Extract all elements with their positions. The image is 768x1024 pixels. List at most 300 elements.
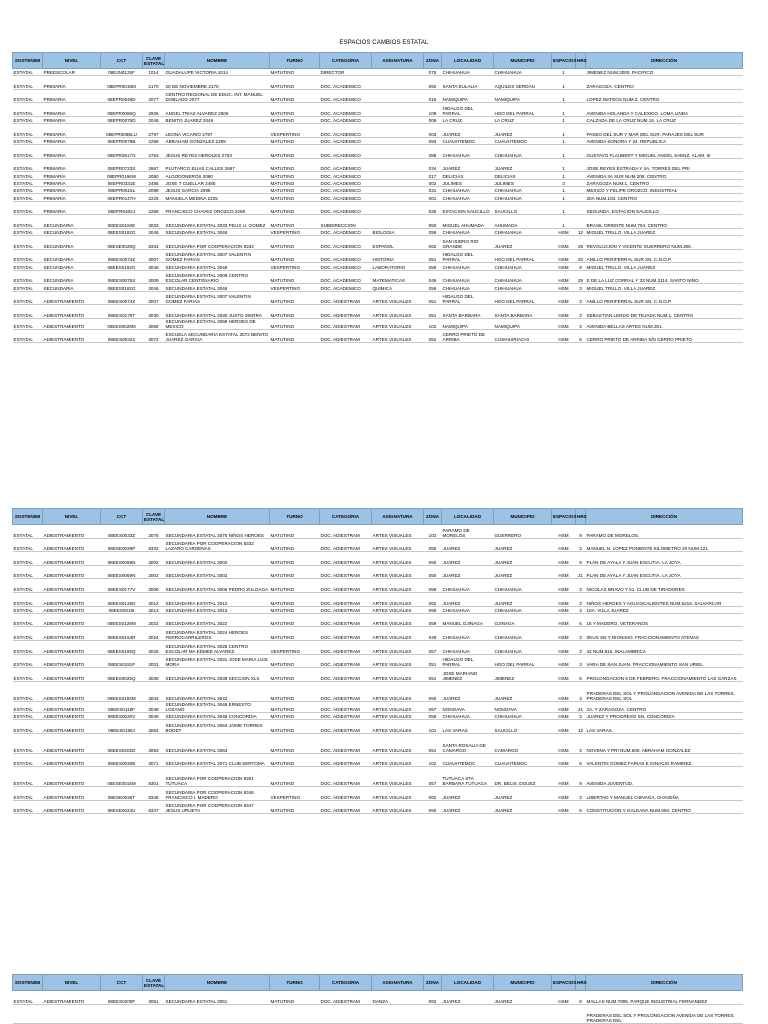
col-direccion-header: DIRECCIÓN: [586, 975, 743, 991]
col-asignatura-cell: ARTES VISUALES: [372, 668, 424, 682]
table-row: [13, 579, 743, 593]
col-zona-cell: 057: [424, 701, 442, 712]
col-hrs-cell: [576, 179, 586, 186]
col-municipio-cell: CHIHUAHUA: [494, 712, 552, 719]
col-nombre-cell: SECUNDARIA POR COOPERACION 8347 JESUS URUETA: [165, 800, 270, 814]
spaces-table-1: [12, 52, 743, 343]
col-hrs-cell: 3: [576, 284, 586, 291]
col-nombre-cell: CENTRO REGIONAL DE EDUC. INT. MANUEL DOBLADO 2077: [165, 89, 270, 103]
col-cct-cell: 08EPR0147H: [101, 194, 143, 201]
col-asignatura-header: ASIGNATURA: [372, 53, 424, 69]
col-asignatura-cell: HISTORIA: [372, 249, 424, 263]
col-zona-cell: 051: [424, 291, 442, 305]
col-direccion-cell: VARA DE SAN JUAN. FRACCIONAMIENTO SAN URIEL: [586, 654, 743, 668]
col-cct-cell: 08EES0179T: [101, 305, 143, 319]
col-cct-cell: 08EES0118F: [101, 701, 143, 712]
col-nombre-cell: SECUNDARIA ESTATAL 3024 HEROES FERROCARRILEROS: [165, 627, 270, 641]
col-cct-cell: 08EES0184E: [101, 215, 143, 229]
header-row: [13, 509, 743, 525]
col-nombre-cell: SECUNDARIA ESTATAL 3042: [165, 681, 270, 701]
col-sostenimiento-cell: ESTATAL: [13, 525, 43, 539]
col-turno-cell: [270, 1004, 320, 1024]
col-cct-cell: 08EJN0125F: [101, 69, 143, 76]
col-sostenimiento-cell: ESTATAL: [13, 145, 43, 159]
table-row: [13, 89, 743, 103]
col-zona-cell: 092: [424, 76, 442, 90]
col-asignatura-cell: ARTES VISUALES: [372, 627, 424, 641]
table-row: [13, 158, 743, 172]
col-municipio-header: MUNICIPIO: [494, 975, 552, 991]
col-zona-cell: 049: [424, 627, 442, 641]
col-nivel-cell: ADIESTRAMIENTO: [43, 305, 101, 319]
col-nivel-cell: SECUNDARIA: [43, 263, 101, 270]
col-asignatura-cell: [372, 117, 424, 124]
col-municipio-cell: GUERRERO: [494, 525, 552, 539]
col-direccion-cell: PASEO DEL SUR Y MAR DEL SUR. PARAJES DEL SUR: [586, 124, 743, 138]
col-espacios-cell: 1: [552, 172, 576, 179]
col-asignatura-cell: ARTES VISUALES: [372, 786, 424, 800]
col-sostenimiento-cell: ESTATAL: [13, 579, 43, 593]
col-municipio-cell: CHIHUAHUA: [494, 187, 552, 194]
col-zona-cell: 059: [424, 606, 442, 613]
col-localidad-cell: CHIHUAHUA: [442, 606, 494, 613]
col-categoria-cell: DOC. ADIESTRAM: [320, 701, 372, 712]
col-zona-cell: 102: [424, 525, 442, 539]
col-espacios-cell: 1: [552, 194, 576, 201]
col-nombre-cell: SECUNDARIA ESTATAL 3063: [165, 733, 270, 753]
col-direccion-cell: PARAMO DE MORELOS.: [586, 525, 743, 539]
col-asignatura-cell: ARTES VISUALES: [372, 552, 424, 566]
col-direccion-cell: PLAN DE AYALA Y JUAN ESCUTIA. LA JOYA: [586, 552, 743, 566]
col-municipio-cell: [494, 1004, 552, 1024]
col-nivel-cell: ADIESTRAMIENTO: [43, 565, 101, 579]
col-localidad-cell: HIDALGO DEL PARRAL: [442, 103, 494, 117]
col-nombre-cell: SECUNDARIA ESTATAL 3002: [165, 552, 270, 566]
col-categoria-cell: DOC. ACADEMICO: [320, 145, 372, 159]
col-zona-cell: 016: [424, 89, 442, 103]
col-clave-estatal-cell: 2485: [143, 179, 165, 186]
col-direccion-cell: ZARAGOZA NUM.1. CENTRO: [586, 179, 743, 186]
col-cct-cell: 08EES0182G: [101, 263, 143, 270]
col-asignatura-cell: [372, 89, 424, 103]
table-row: [13, 291, 743, 305]
col-categoria-header: CATEGORIA: [320, 975, 372, 991]
col-espacios-cell: HSM: [552, 592, 576, 606]
col-sostenimiento-cell: [13, 1004, 43, 1024]
col-turno-cell: MATUTINO: [270, 613, 320, 627]
col-espacios-cell: HSM: [552, 654, 576, 668]
col-turno-cell: MATUTINO: [270, 291, 320, 305]
col-direccion-cell: 16 Y MADERO. VETERANOS: [586, 613, 743, 627]
table-row: [13, 786, 743, 800]
col-localidad-header: LOCALIDAD: [442, 509, 494, 525]
col-direccion-cell: AVENIDA SONORA Y 24. REPUBLICA: [586, 137, 743, 144]
col-nombre-header: NOMBRE: [165, 975, 270, 991]
col-espacios-cell: HSM: [552, 552, 576, 566]
col-hrs-cell: [576, 103, 586, 117]
col-clave-estatal-cell: 3036: [143, 668, 165, 682]
col-categoria-cell: DOC. ACADEMICO: [320, 236, 372, 250]
col-direccion-cell: SEGUNDA. ESTACION SAUCILLO: [586, 201, 743, 215]
col-espacios-cell: 1: [552, 117, 576, 124]
col-localidad-cell: JUAREZ: [442, 552, 494, 566]
col-asignatura-cell: ARTES VISUALES: [372, 720, 424, 734]
col-turno-cell: MATUTINO: [270, 172, 320, 179]
col-nombre-cell: SECUNDARIA ESTATAL 3007 VALENTIN GOMEZ FARIAS: [165, 249, 270, 263]
col-cct-cell: 08EES0025Q: [101, 668, 143, 682]
col-categoria-cell: DOC. ACADEMICO: [320, 228, 372, 235]
col-direccion-header: DIRECCIÓN: [586, 509, 743, 525]
col-asignatura-cell: ARTES VISUALES: [372, 579, 424, 593]
col-nombre-cell: SECUNDARIA ESTATAL 3009 CENTRO ESCOLAR CENTENARIO: [165, 270, 270, 284]
col-turno-cell: MATUTINO: [270, 592, 320, 606]
col-clave-estatal-header: CLAVE ESTATAL: [143, 975, 165, 991]
col-hrs-cell: 3: [576, 538, 586, 552]
table-row: [13, 641, 743, 655]
col-espacios-cell: HSM: [552, 236, 576, 250]
col-hrs-cell: [576, 145, 586, 159]
col-direccion-cell: LOPEZ MATEOS NUM.3. CENTRO: [586, 89, 743, 103]
col-hrs-cell: [576, 201, 586, 215]
col-nivel-header: NIVEL: [43, 975, 101, 991]
col-clave-estatal-cell: 3048: [143, 701, 165, 712]
col-asignatura-cell: [372, 172, 424, 179]
col-localidad-cell: SAN ISIDRO RIO GRANDE: [442, 236, 494, 250]
col-espacios-cell: HSM: [552, 701, 576, 712]
col-localidad-cell: SANTA BARBARA: [442, 305, 494, 319]
col-espacios-cell: 1: [552, 215, 576, 229]
col-hrs-cell: [576, 137, 586, 144]
col-nivel-cell: ADIESTRAMIENTO: [43, 291, 101, 305]
col-asignatura-header: ASIGNATURA: [372, 975, 424, 991]
col-asignatura-cell: ARTES VISUALES: [372, 613, 424, 627]
col-municipio-cell: JULIMES: [494, 179, 552, 186]
col-sostenimiento-cell: ESTATAL: [13, 179, 43, 186]
col-cct-cell: 08EPR0019M: [101, 76, 143, 90]
col-nombre-cell: PLUTARCO ELIAS CALLES 2667: [165, 158, 270, 172]
col-zona-cell: 050: [424, 552, 442, 566]
col-turno-cell: MATUTINO: [270, 565, 320, 579]
col-zona-cell: 025: [424, 201, 442, 215]
col-nivel-cell: ADIESTRAMIENTO: [43, 592, 101, 606]
col-municipio-cell: DR. BELIS. DGUEZ: [494, 767, 552, 787]
col-hrs-cell: 9: [576, 263, 586, 270]
col-nombre-cell: SECUNDARIA ESTATAL 3054 JAIME TORRES BODET: [165, 720, 270, 734]
col-hrs-cell: 3: [576, 291, 586, 305]
col-zona-cell: 059: [424, 712, 442, 719]
col-nivel-cell: ADIESTRAMIENTO: [43, 668, 101, 682]
col-hrs-cell: [576, 215, 586, 229]
col-turno-cell: MATUTINO: [270, 69, 320, 76]
col-localidad-cell: CUAUHTEMOC: [442, 137, 494, 144]
col-direccion-cell: MIGUEL TRILLO. VILLA JUAREZ: [586, 284, 743, 291]
col-direccion-cell: LIBERTAD Y MANUEL OJINAGA. CHAVEÑA: [586, 786, 743, 800]
col-zona-cell: 102: [424, 753, 442, 767]
col-hrs-cell: 12: [576, 720, 586, 734]
col-zona-cell: 001: [424, 194, 442, 201]
col-direccion-cell: ZARAGOZA. CENTRO: [586, 76, 743, 90]
col-turno-cell: MATUTINO: [270, 187, 320, 194]
col-nombre-cell: SECUNDARIA ESTATAL 3046: [165, 263, 270, 270]
col-categoria-cell: DOC. ACADEMICO: [320, 194, 372, 201]
table-row: [13, 733, 743, 753]
col-hrs-cell: [576, 117, 586, 124]
col-clave-estatal-cell: 3007: [143, 249, 165, 263]
col-nivel-cell: PRIMARIA: [43, 172, 101, 179]
col-cct-header: CCT: [101, 975, 143, 991]
col-asignatura-cell: BIOLOGIA: [372, 228, 424, 235]
col-espacios-header: ESPACIOS: [552, 509, 576, 525]
col-espacios-cell: HSM: [552, 329, 576, 343]
col-zona-cell: 051: [424, 668, 442, 682]
col-nombre-cell: SECUNDARIA ESTATAL 3049 CONCORDIA: [165, 712, 270, 719]
col-hrs-cell: 3: [576, 681, 586, 701]
table-row: [13, 305, 743, 319]
col-localidad-cell: LA CRUZ: [442, 117, 494, 124]
col-categoria-cell: DOC. ADIESTRAM: [320, 606, 372, 613]
table-row: [13, 681, 743, 701]
col-nivel-cell: SECUNDARIA: [43, 215, 101, 229]
col-nivel-cell: ADIESTRAMIENTO: [43, 767, 101, 787]
col-cct-cell: 08EES0196J: [101, 720, 143, 734]
col-hrs-cell: 3: [576, 712, 586, 719]
col-sostenimiento-cell: ESTATAL: [13, 712, 43, 719]
table-row: [13, 720, 743, 734]
col-clave-estatal-cell: 3063: [143, 733, 165, 753]
col-categoria-cell: DOC. ADIESTRAM: [320, 525, 372, 539]
col-categoria-cell: DOC. ACADEMICO: [320, 117, 372, 124]
col-direccion-cell: 20A NUM.103. CENTRO: [586, 194, 743, 201]
col-cct-cell: [101, 1004, 143, 1024]
col-asignatura-cell: [372, 158, 424, 172]
col-sostenimiento-cell: ESTATAL: [13, 69, 43, 76]
col-clave-estatal-cell: 3007: [143, 291, 165, 305]
col-zona-cell: 052: [424, 329, 442, 343]
col-municipio-cell: CHIHUAHUA: [494, 641, 552, 655]
col-direccion-cell: NICOLAS BRAVO Y 51. CLUB DE TIRADORES: [586, 579, 743, 593]
col-cct-cell: 08EES0126D: [101, 592, 143, 606]
col-hrs-cell: [576, 194, 586, 201]
col-nivel-cell: ADIESTRAMIENTO: [43, 786, 101, 800]
col-cct-cell: 08EES0069N: [101, 552, 143, 566]
col-cct-cell: 08ESE0015M: [101, 767, 143, 787]
col-espacios-cell: HSM: [552, 291, 576, 305]
col-turno-cell: MATUTINO: [270, 579, 320, 593]
col-sostenimiento-cell: ESTATAL: [13, 641, 43, 655]
col-asignatura-cell: [372, 103, 424, 117]
col-clave-estatal-cell: [143, 1004, 165, 1024]
col-cct-cell: 08EPR0049D: [101, 89, 143, 103]
col-cct-header: CCT: [101, 509, 143, 525]
col-zona-cell: 057: [424, 767, 442, 787]
col-municipio-cell: JUAREZ: [494, 592, 552, 606]
col-direccion-header: DIRECCIÓN: [586, 53, 743, 69]
col-nivel-cell: ADIESTRAMIENTO: [43, 991, 101, 1005]
col-clave-estatal-cell: 3061: [143, 991, 165, 1005]
col-municipio-cell: HGO DEL PARRAL: [494, 103, 552, 117]
col-clave-estatal-cell: 8332: [143, 538, 165, 552]
col-turno-cell: MATUTINO: [270, 89, 320, 103]
table-row: [13, 179, 743, 186]
col-nivel-cell: [43, 1004, 101, 1024]
col-turno-header: TURNO: [270, 975, 320, 991]
col-localidad-cell: MIGUEL AHUMADA: [442, 215, 494, 229]
col-clave-estatal-cell: 8301: [143, 767, 165, 787]
col-municipio-cell: HGO DEL PARRAL: [494, 249, 552, 263]
col-zona-header: ZONA: [424, 53, 442, 69]
col-categoria-cell: DOC. ADIESTRAM: [320, 538, 372, 552]
col-categoria-cell: DOC. ADIESTRAM: [320, 753, 372, 767]
col-direccion-cell: BRASIL ORIENTE NUM.704. CENTRO: [586, 215, 743, 229]
col-municipio-cell: NAMIQUIPA: [494, 318, 552, 329]
col-turno-cell: MATUTINO: [270, 733, 320, 753]
col-direccion-cell: MIGUEL TRILLO. VILLA JUAREZ: [586, 228, 743, 235]
col-categoria-cell: DOC. ADIESTRAM: [320, 329, 372, 343]
col-cct-cell: 08EES0069N: [101, 565, 143, 579]
col-turno-cell: MATUTINO: [270, 627, 320, 641]
col-nombre-cell: BENITO JUAREZ 2046: [165, 117, 270, 124]
col-municipio-cell: JUAREZ: [494, 538, 552, 552]
col-nivel-cell: ADIESTRAMIENTO: [43, 329, 101, 343]
col-categoria-cell: DOC. ACADEMICO: [320, 263, 372, 270]
col-hrs-cell: 3: [576, 592, 586, 606]
col-sostenimiento-cell: ESTATAL: [13, 627, 43, 641]
col-sostenimiento-cell: ESTATAL: [13, 733, 43, 753]
col-sostenimiento-cell: ESTATAL: [13, 263, 43, 270]
col-categoria-cell: DOC. ADIESTRAM: [320, 291, 372, 305]
col-categoria-cell: DOC. ADIESTRAM: [320, 641, 372, 655]
col-turno-cell: VESPERTINO: [270, 124, 320, 138]
col-localidad-cell: JUAREZ: [442, 158, 494, 172]
col-sostenimiento-cell: ESTATAL: [13, 767, 43, 787]
col-nivel-cell: ADIESTRAMIENTO: [43, 712, 101, 719]
col-nombre-cell: SECUNDARIA ESTATAL 3061: [165, 991, 270, 1005]
col-zona-cell: 075: [424, 69, 442, 76]
col-categoria-cell: DOC. ADIESTRAM: [320, 579, 372, 593]
col-direccion-cell: PLAN DE AYALA Y JUAN ESCUTIA. LA JOYA: [586, 565, 743, 579]
col-nivel-cell: ADIESTRAMIENTO: [43, 681, 101, 701]
col-direccion-cell: 10A. VILLA JUAREZ: [586, 606, 743, 613]
col-nombre-header: NOMBRE: [165, 509, 270, 525]
table-row: [13, 187, 743, 194]
col-hrs-cell: 3: [576, 305, 586, 319]
col-zona-cell: 059: [424, 579, 442, 593]
col-localidad-cell: CHIHUAHUA: [442, 263, 494, 270]
col-municipio-cell: OJINAGA: [494, 613, 552, 627]
col-categoria-cell: SUBDIRECCION: [320, 215, 372, 229]
col-clave-estatal-header: CLAVE ESTATAL: [143, 53, 165, 69]
col-cct-cell: 08EES0033Z: [101, 525, 143, 539]
col-sostenimiento-cell: ESTATAL: [13, 654, 43, 668]
col-hrs-cell: 12: [576, 228, 586, 235]
col-turno-cell: MATUTINO: [270, 201, 320, 215]
col-nivel-cell: PRIMARIA: [43, 145, 101, 159]
col-cct-cell: 08EES0020V: [101, 712, 143, 719]
table-row: [13, 800, 743, 814]
col-turno-cell: VESPERTINO: [270, 284, 320, 291]
col-nombre-cell: ANGEL TRIAS ALVAREZ 2606: [165, 103, 270, 117]
col-sostenimiento-cell: ESTATAL: [13, 786, 43, 800]
table-row: [13, 117, 743, 124]
table-row: [13, 606, 743, 613]
col-sostenimiento-cell: ESTATAL: [13, 270, 43, 284]
col-clave-estatal-cell: 3049: [143, 712, 165, 719]
table-row: [13, 215, 743, 229]
col-nivel-cell: PREESCOLAR: [43, 69, 101, 76]
col-localidad-cell: NAMIQUIPA: [442, 89, 494, 103]
col-localidad-cell: NONOAVA: [442, 701, 494, 712]
table-row: [13, 538, 743, 552]
col-clave-estatal-cell: 2298: [143, 137, 165, 144]
col-cct-cell: 08ESE0025T: [101, 786, 143, 800]
col-asignatura-cell: [372, 69, 424, 76]
col-zona-cell: 051: [424, 654, 442, 668]
col-municipio-cell: LA CRUZ: [494, 117, 552, 124]
col-hrs-cell: 6: [576, 668, 586, 682]
col-espacios-cell: 1: [552, 201, 576, 215]
col-clave-estatal-cell: 2606: [143, 103, 165, 117]
table-row: [13, 991, 743, 1005]
col-direccion-cell: PRADERAS DEL SOL Y PROLONGACION AVENIDA DE LAS TORRES. PRADERAS DEL SOL: [586, 681, 743, 701]
col-direccion-cell: ANILLO PERIFERRAL SUR SN. C.N.O.P.: [586, 291, 743, 305]
col-espacios-cell: HSM: [552, 305, 576, 319]
col-direccion-cell: MIGUEL TRILLO. VILLA JUAREZ: [586, 263, 743, 270]
col-localidad-cell: JUAREZ: [442, 681, 494, 701]
col-zona-cell: 051: [424, 305, 442, 319]
col-localidad-cell: CHIHUAHUA: [442, 579, 494, 593]
col-nombre-cell: JESUS REYES HEROLES 2753: [165, 145, 270, 159]
col-zona-cell: 031: [424, 187, 442, 194]
col-hrs-header: HRS: [576, 53, 586, 69]
col-direccion-cell: SEBASTIAN LERDO DE TEJADA NUM.1. CENTRO: [586, 305, 743, 319]
col-nivel-cell: PRIMARIA: [43, 117, 101, 124]
col-clave-estatal-cell: 3013: [143, 606, 165, 613]
col-asignatura-cell: [372, 201, 424, 215]
col-espacios-cell: HSM: [552, 525, 576, 539]
col-nivel-cell: ADIESTRAMIENTO: [43, 641, 101, 655]
col-turno-header: TURNO: [270, 509, 320, 525]
col-nivel-cell: SECUNDARIA: [43, 249, 101, 263]
col-municipio-header: MUNICIPIO: [494, 509, 552, 525]
col-asignatura-cell: [372, 76, 424, 90]
col-clave-estatal-cell: 2046: [143, 117, 165, 124]
col-cct-cell: 08EPR0078B: [101, 137, 143, 144]
col-localidad-cell: CERRO PRIETO DE ARRIBA: [442, 329, 494, 343]
col-categoria-header: CATEGORIA: [320, 509, 372, 525]
table-row: [13, 1004, 743, 1024]
col-sostenimiento-cell: ESTATAL: [13, 117, 43, 124]
col-nivel-cell: PRIMARIA: [43, 201, 101, 215]
col-cct-cell: 08EES0182G: [101, 284, 143, 291]
col-zona-cell: 088: [424, 145, 442, 159]
col-localidad-cell: PARAMO DE MORELOS: [442, 525, 494, 539]
col-zona-header: ZONA: [424, 509, 442, 525]
col-sostenimiento-cell: ESTATAL: [13, 613, 43, 627]
col-categoria-cell: DOC. ADIESTRAM: [320, 712, 372, 719]
col-asignatura-cell: ARTES VISUALES: [372, 701, 424, 712]
col-turno-cell: MATUTINO: [270, 249, 320, 263]
col-direccion-cell: E DE LA LUZ CORRAL Y 33 NUM.3114. SANTO NIÑO: [586, 270, 743, 284]
spaces-table-2: [12, 508, 743, 814]
col-localidad-cell: CHIHUAHUA: [442, 145, 494, 159]
sheet-title: ESPACIOS CAMBIOS ESTATAL: [339, 40, 429, 46]
col-localidad-cell: CHIHUAHUA: [442, 270, 494, 284]
col-nombre-cell: SECUNDARIA ESTATAL 3071 CLUB SERTOMA: [165, 753, 270, 767]
col-hrs-cell: [576, 69, 586, 76]
table-row: [13, 525, 743, 539]
col-cct-cell: 08EPR0402J: [101, 201, 143, 215]
col-turno-cell: MATUTINO: [270, 117, 320, 124]
